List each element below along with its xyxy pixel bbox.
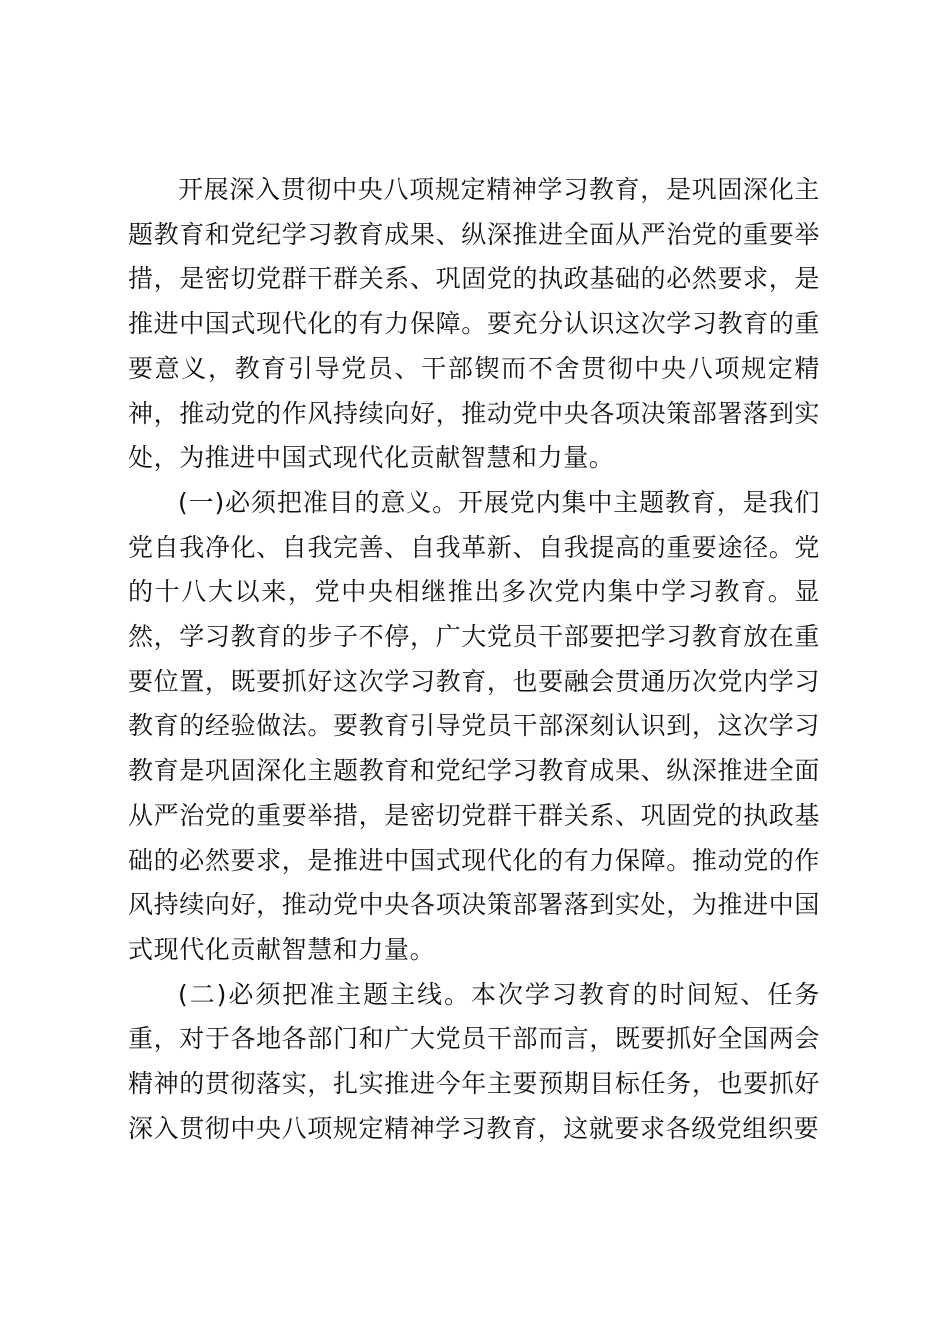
- document-body: [128, 168, 820, 1151]
- paragraph-intro: 开展深入贯彻中央八项规定精神学习教育，是巩固深化主题教育和党纪学习教育成果、纵深推进全面从严治党的重要举措，是密切党群干群关系、巩固党的执政基础的必然要求，是推进中国式现代化的有力保障。要充分认识这次学习教育的重要意义，教育引导党员、干部锲而不舍贯彻中央八项规定精神，推动党的作风持续向好，推动党中央各项决策部署落到实处，为推进中国式现代化贡献智慧和力量。: [128, 175, 820, 473]
- paragraph-section-one: (一)必须把准目的意义。开展党内集中主题教育，是我们党自我净化、自我完善、自我革新、自我提高的重要途径。党的十八大以来，党中央相继推出多次党内集中学习教育。显然，学习教育的步子不停，广大党员干部要把学习教育放在重要位置，既要抓好这次学习教育，也要融会贯通历次党内学习教育的经验做法。要教育引导党员干部深刻认识到，这次学习教育是巩固深化主题教育和党纪学习教育成果、纵深推进全面从严治党的重要举措，是密切党群干群关系、巩固党的执政基础的必然要求，是推进中国式现代化的有力保障。推动党的作风持续向好，推动党中央各项决策部署落到实处，为推进中国式现代化贡献智慧和力量。: [128, 487, 820, 964]
- paragraph-section-two: (二)必须把准主题主线。本次学习教育的时间短、任务重，对于各地各部门和广大党员干部而言，既要抓好全国两会精神的贯彻落实，扎实推进今年主要预期目标任务，也要抓好深入贯彻中央八项规定精神学习教育，这就要求各级党组织要: [128, 979, 820, 1143]
